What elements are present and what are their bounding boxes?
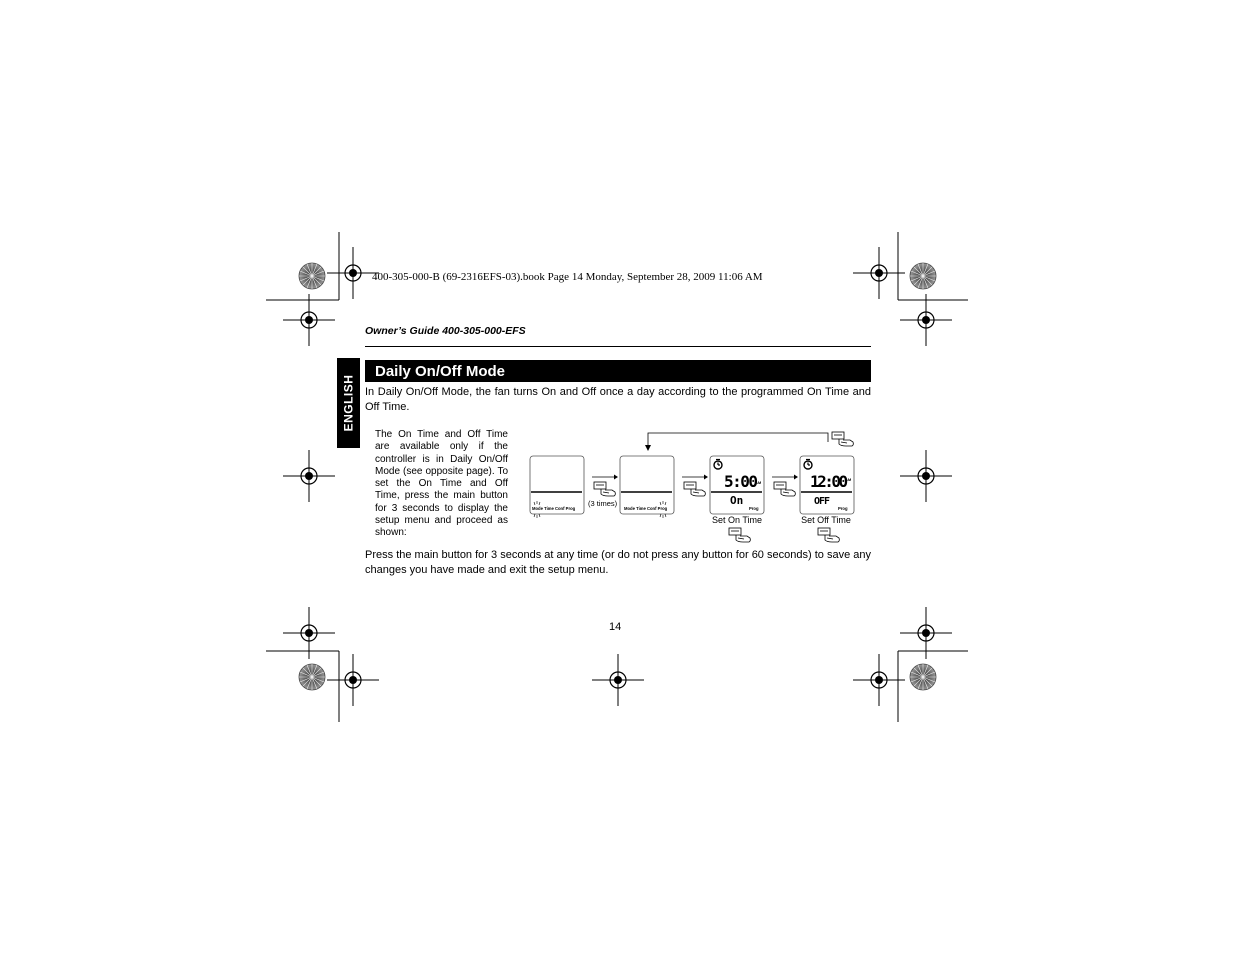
on-state: On	[730, 494, 744, 507]
menu-labels-1: Mode Time Conf Prog	[532, 506, 576, 511]
loop-line	[648, 433, 828, 448]
hand-press-icon	[729, 528, 750, 542]
arrow-right-icon	[592, 475, 618, 480]
section-heading-bar	[365, 360, 871, 382]
off-mode: Prog	[838, 506, 848, 511]
on-ampm: AM	[755, 480, 762, 485]
setup-sequence-diagram	[525, 426, 865, 544]
hand-press-icon	[594, 482, 615, 496]
arrow-right-icon	[772, 475, 798, 480]
off-ampm: AM	[845, 477, 852, 482]
intro-paragraph: In Daily On/Off Mode, the fan turns On and Off once a day according to the programmed On Time and Off Time.	[365, 386, 871, 413]
hand-press-icon	[684, 482, 705, 496]
set-on-time-caption: Set On Time	[711, 515, 763, 525]
menu-labels-2: Mode Time Conf Prog	[624, 506, 668, 511]
hand-press-icon	[818, 528, 839, 542]
arrow-right-icon	[682, 475, 708, 480]
language-tab-label: ENGLISH	[341, 374, 356, 432]
hand-press-icon	[832, 432, 853, 446]
screen-menu-1	[530, 456, 584, 518]
screen-off-time	[800, 456, 854, 514]
screen-on-time	[710, 456, 764, 514]
section-title: Daily On/Off Mode	[375, 362, 506, 380]
off-time-value: 12:00	[810, 472, 846, 491]
screen-menu-2	[620, 456, 674, 518]
on-mode: Prog	[749, 506, 759, 511]
guide-title: Owner’s Guide 400-305-000-EFS	[365, 325, 526, 337]
press-count-label: (3 times)	[588, 499, 618, 508]
header-rule	[365, 346, 871, 347]
setup-instructions: The On Time and Off Time are available only if the controller is in Daily On/Off Mode (see opposite page). To set the On Time and Off Time, press the main button for 3 seconds to display the setup menu and proceed as shown:	[375, 429, 508, 539]
exit-paragraph: Press the main button for 3 seconds at any time (or do not press any button for 60 seconds) to save any changes you have made and exit the setup menu.	[365, 549, 871, 576]
book-file-info: 400-305-000-B (69-2316EFS-03).book Page 14 Monday, September 28, 2009 11:06 AM	[372, 271, 763, 283]
on-time-value: 5:00	[724, 472, 757, 491]
arrow-down-icon	[645, 445, 651, 451]
hand-press-icon	[774, 482, 795, 496]
language-tab	[337, 358, 360, 448]
set-off-time-caption: Set Off Time	[801, 515, 851, 525]
off-state: OFF	[814, 496, 830, 507]
page-number: 14	[609, 621, 622, 633]
